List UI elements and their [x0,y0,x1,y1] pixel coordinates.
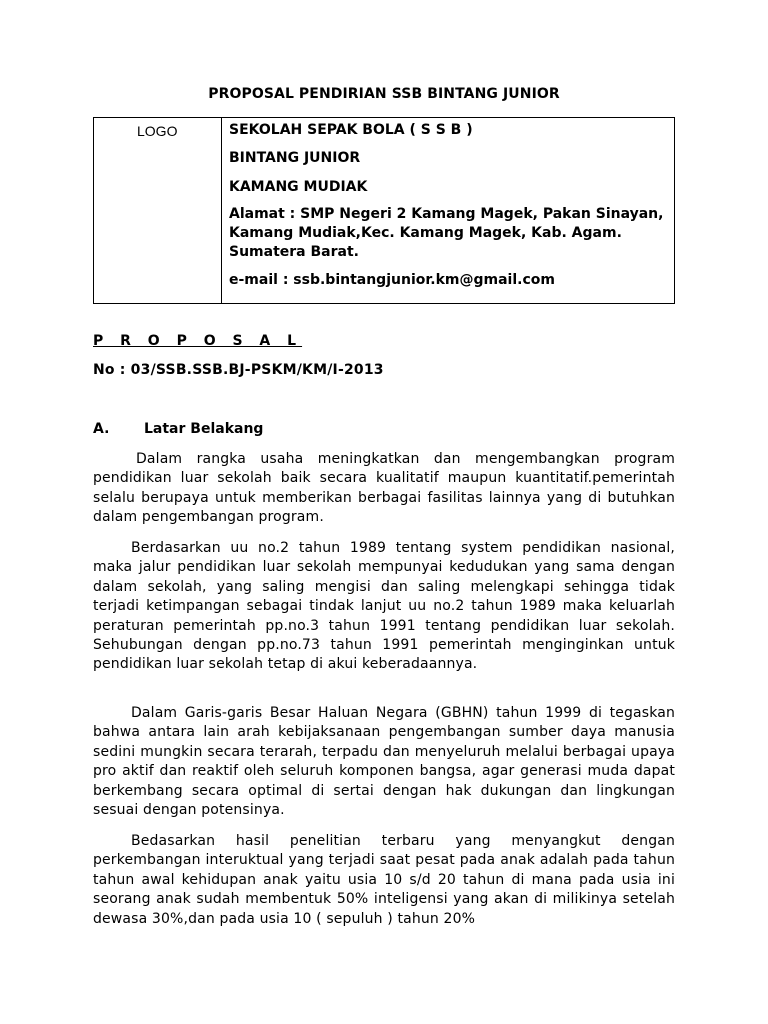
document-title: PROPOSAL PENDIRIAN SSB BINTANG JUNIOR [208,86,560,102]
paragraph-text: Dalam Garis-garis Besar Haluan Negara (GBHN) tahun 1999 di tegaskan bahwa antara lain arah kebijaksanaan pengembangan sumber daya manusia sedini mungkin secara terarah, terpadu dan menyeluruh melalui berbagai upaya pro aktif dan reaktif oleh seluruh komponen bangsa, agar generasi muda dapat berkembang secara optimal di sertai dengan hak dukungan dan lingkungan sesuai dengan potensinya. [93,705,675,819]
paragraph-text: Berdasarkan uu no.2 tahun 1989 tentang system pendidikan nasional, maka jalur pendidikan luar sekolah mempunyai kedudukan yang sama dengan dalam sekolah, yang saling mengisi dan saling melengkapi sehingga tidak terjadi ketimpangan sebagai tindak lanjut uu no.2 tahun 1989 maka keluarlah peraturan pemerintah pp.no.3 tahun 1991 tentang pendidikan luar sekolah. Sehubungan dengan pp.no.73 tahun 1991 pemerintah menginginkan untuk pendidikan luar sekolah tetap di akui keberadaannya. [93,540,675,673]
paragraph-4 [93,832,675,967]
paragraph-2 [93,539,675,675]
address: Alamat : SMP Negeri 2 Kamang Magek, Pakan Sinayan, Kamang Mudiak,Kec. Kamang Magek, Kab. Agam. Sumatera Barat. [229,206,664,260]
location-name: KAMANG MUDIAK [229,179,368,195]
paragraph-text: Dalam rangka usaha meningkatkan dan mengembangkan program pendidikan luar sekolah baik secara kualitatif maupun kuantitatif.pemerintah selalu berupaya untuk memberikan berbagai fasilitas lainnya yang di butuhkan dalam pengembangan program. [93,451,675,526]
logo-cell [94,118,222,304]
paragraph-1 [93,450,675,528]
letterhead-table [93,117,675,304]
school-name: SEKOLAH SEPAK BOLA ( S S B ) [229,122,473,138]
proposal-heading: P R O P O S A L [93,333,303,349]
email-address: e-mail : ssb.bintangjunior.km@gmail.com [229,272,555,288]
section-letter: A. [93,421,110,437]
section-heading [93,421,263,437]
organization-info-cell [222,118,675,304]
paragraph-3 [93,704,675,820]
logo-placeholder: LOGO [137,123,178,139]
paragraph-text: Bedasarkan hasil penelitian terbaru yang menyangkut dengan perkembangan interuktual yang terjadi saat pesat pada anak adalah pada tahun tahun awal kehidupan anak yaitu usia 10 s/d 20 tahun di mana pada usia ini seorang anak sudah membentuk 50% inteligensi yang akan di milikinya setelah dewasa 30%,dan pada usia 10 ( sepuluh ) tahun 20% [93,833,675,927]
section-title: Latar Belakang [144,421,264,437]
club-name: BINTANG JUNIOR [229,150,361,166]
document-number: No : 03/SSB.SSB.BJ-PSKM/KM/I-2013 [93,362,384,378]
